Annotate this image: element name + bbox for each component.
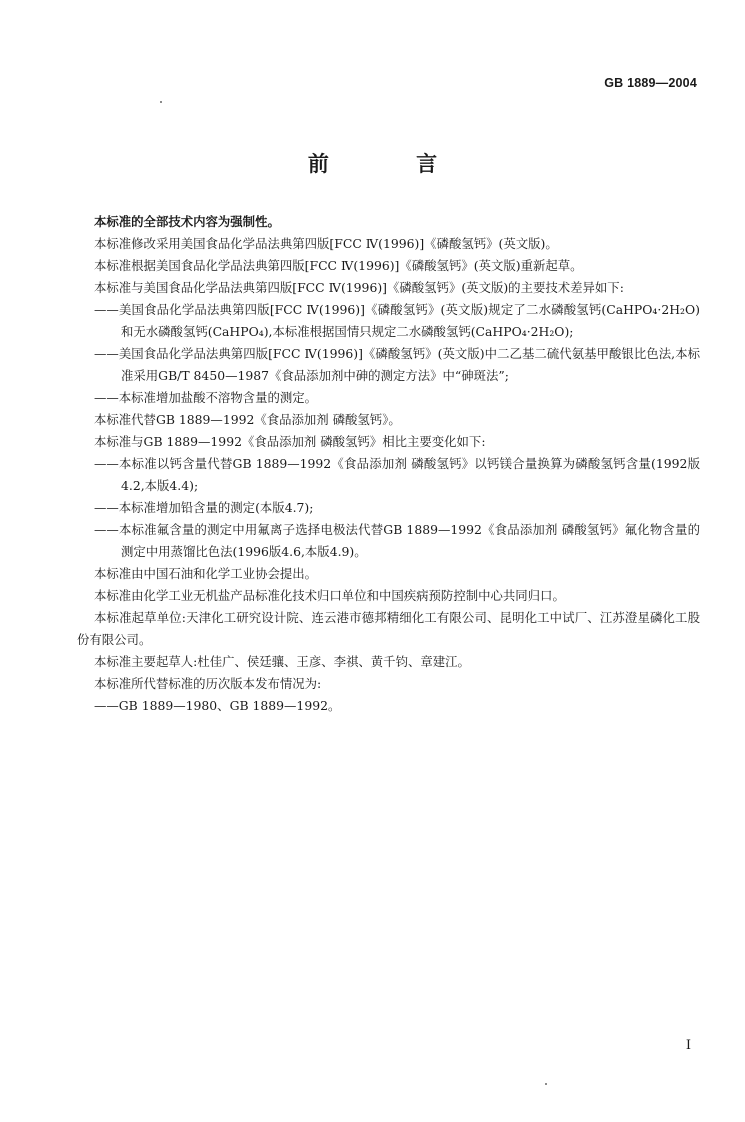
- list-item-change-3: ——本标准氟含量的测定中用氟离子选择电极法代替GB 1889—1992《食品添加剂 磷酸氢钙》氟化物含量的测定中用蒸馏比色法(1996版4.6,本版4.9)。: [94, 522, 700, 559]
- paragraph-redrafted: 本标准根据美国食品化学品法典第四版[FCC Ⅳ(1996)]《磷酸氢钙》(英文版)重新起草。: [94, 258, 583, 273]
- paragraph-proposed-by: 本标准由中国石油和化学工业协会提出。: [94, 566, 318, 581]
- paragraph-drafters: 本标准主要起草人:杜佳广、侯廷骧、王彦、李祺、黄千钧、章建江。: [94, 654, 470, 669]
- paragraph-differences-intro: 本标准与美国食品化学品法典第四版[FCC Ⅳ(1996)]《磷酸氢钙》(英文版)的主要技术差异如下:: [94, 280, 624, 295]
- standard-number: GB 1889—2004: [604, 76, 697, 90]
- paragraph-drafting-units: 本标准起草单位:天津化工研究设计院、连云港市德邦精细化工有限公司、昆明化工中试厂、江苏澄星磷化工股份有限公司。: [77, 610, 700, 647]
- page-number: I: [685, 1038, 691, 1053]
- scan-speck: [545, 1083, 547, 1085]
- list-item-difference-1: ——美国食品化学品法典第四版[FCC Ⅳ(1996)]《磷酸氢钙》(英文版)规定了二水磷酸氢钙(CaHPO₄·2H₂O)和无水磷酸氢钙(CaHPO₄),本标准根据国情只规定二水磷酸氢钙(CaHPO₄·2H₂O);: [94, 302, 700, 339]
- paragraph-centralized-by: 本标准由化学工业无机盐产品标准化技术归口单位和中国疾病预防控制中心共同归口。: [94, 588, 565, 603]
- list-item-difference-2: ——美国食品化学品法典第四版[FCC Ⅳ(1996)]《磷酸氢钙》(英文版)中二乙基二硫代氨基甲酸银比色法,本标准采用GB/T 8450—1987《食品添加剂中砷的测定方法》中“砷斑法”;: [94, 346, 700, 383]
- list-item-change-2: ——本标准增加铅含量的测定(本版4.7);: [94, 500, 314, 515]
- list-item-difference-3: ——本标准增加盐酸不溶物含量的测定。: [94, 390, 318, 405]
- paragraph-changes-intro: 本标准与GB 1889—1992《食品添加剂 磷酸氢钙》相比主要变化如下:: [94, 434, 486, 449]
- scan-speck: [160, 101, 162, 103]
- page-title: 前 言: [307, 151, 478, 176]
- paragraph-history-intro: 本标准所代替标准的历次版本发布情况为:: [94, 676, 322, 691]
- paragraph-replaces: 本标准代替GB 1889—1992《食品添加剂 磷酸氢钙》。: [94, 412, 401, 427]
- list-item-history: ——GB 1889—1980、GB 1889—1992。: [94, 698, 341, 713]
- paragraph-mandatory: 本标准的全部技术内容为强制性。: [94, 214, 280, 229]
- paragraph-adoption: 本标准修改采用美国食品化学品法典第四版[FCC Ⅳ(1996)]《磷酸氢钙》(英文版)。: [94, 236, 558, 251]
- foreword-body: [77, 211, 700, 717]
- list-item-change-1: ——本标准以钙含量代替GB 1889—1992《食品添加剂 磷酸氢钙》以钙镁合量换算为磷酸氢钙含量(1992版4.2,本版4.4);: [94, 456, 700, 493]
